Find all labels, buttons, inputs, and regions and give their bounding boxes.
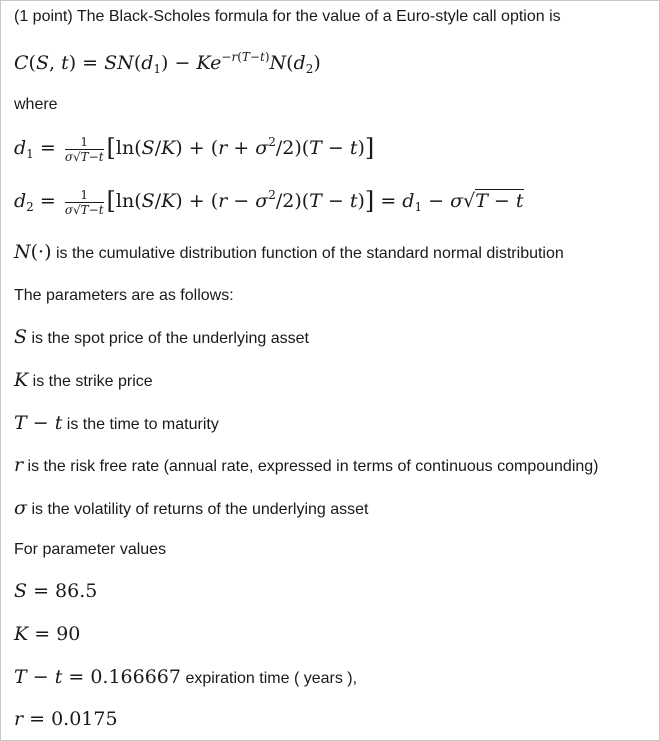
where-label: where	[14, 96, 58, 113]
param-r-desc: is the risk free rate (annual rate, expressed in terms of continuous compounding)	[27, 458, 599, 475]
d2-formula: $d_2$ = $\frac{1}{\sigma√T-t}$ $[\ln(S/K) + (r - \sigma^2/2)(T - t)] = d_1 - \sigma√T - t$	[14, 187, 524, 217]
value-T-unit: expiration time ( years ),	[185, 670, 358, 687]
param-K: K is the strike price	[14, 369, 153, 391]
ncdf-text: is the cumulative distribution function of the standard normal distribution	[55, 245, 564, 262]
param-K-desc: is the strike price	[32, 373, 153, 390]
param-T-desc: is the time to maturity	[66, 416, 219, 433]
value-K: K = 90	[14, 623, 81, 645]
param-r: r is the risk free rate (annual rate, expressed in terms of continuous compounding)	[14, 454, 599, 476]
ncdf-line: N(·) is the cumulative distribution function of the standard normal distribution	[14, 241, 564, 263]
value-T-number: 0.166667	[90, 666, 181, 688]
value-S-number: 86.5	[55, 580, 98, 602]
value-K-number: 90	[56, 623, 81, 645]
intro-text: (1 point) The Black-Scholes formula for the value of a Euro-style call option is	[14, 8, 561, 25]
value-S: S = 86.5	[14, 580, 98, 602]
value-T: T − t = 0.166667 expiration time ( years ),	[14, 666, 358, 688]
value-r-number: 0.0175	[51, 708, 118, 730]
param-T: T − t is the time to maturity	[14, 412, 219, 434]
param-sigma-desc: is the volatility of returns of the underlying asset	[31, 501, 369, 518]
for-param-label: For parameter values	[14, 541, 167, 558]
call-formula: C(S, $t) = SN(d_1) - Ke^{-r(T-t)}N(d_2)$	[14, 50, 321, 76]
param-S-desc: is the spot price of the underlying asset	[31, 330, 309, 347]
param-S: S is the spot price of the underlying asset	[14, 326, 309, 348]
d1-formula: $d_1$ = $\frac{1}{\sigma√T-t}$ $[\ln(S/K) + (r + \sigma^2/2)(T - t)]$	[14, 134, 375, 164]
params-intro: The parameters are as follows:	[14, 287, 234, 304]
param-sigma: σ is the volatility of returns of the underlying asset	[14, 497, 369, 519]
value-r: r = 0.0175	[14, 708, 118, 730]
